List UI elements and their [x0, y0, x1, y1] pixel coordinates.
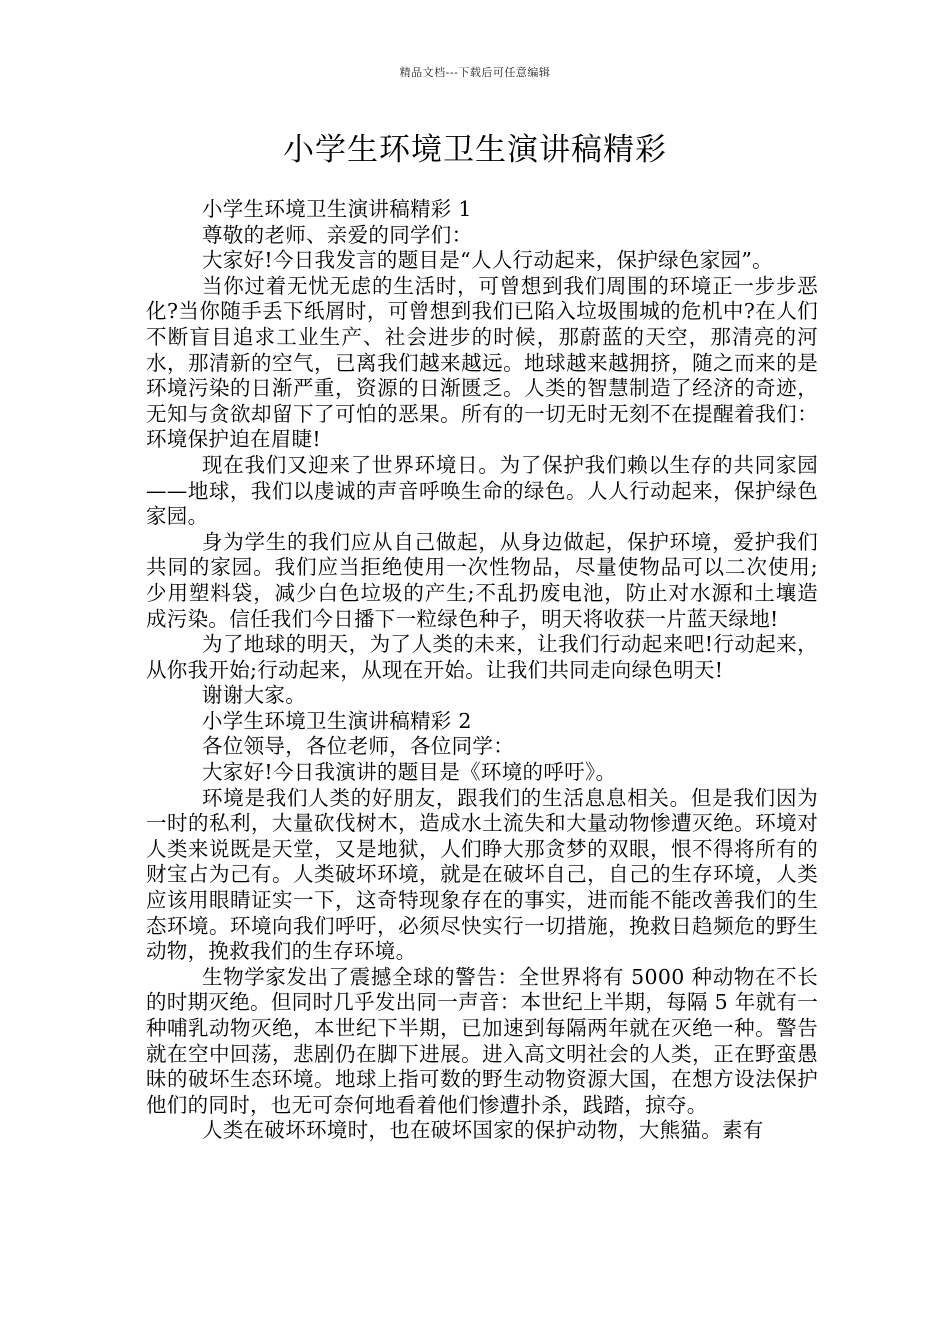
header-note: 精品文档---下载后可任意编辑 — [399, 66, 551, 79]
speech-1-salutation: 尊敬的老师、亲爱的同学们： — [202, 222, 473, 247]
speech-2-paragraph: 环境是我们人类的好朋友，跟我们的生活息息相关。但是我们因为一时的私利，大量砍伐树木，造成水土流失和大量动物惨遭灭绝。环境对人类来说既是天堂，又是地狱，人们睁大那贪梦的双眼，恨不得将所有的财宝占为己有。人类破坏环境，就是在破坏自己，自己的生存环境，人类应该用眼睛证实一下，这奇特现象存在的事实，进而能不能改善我们的生态环境。环境向我们呼吁，必须尽快实行一切措施，挽救日趋频危的野生动物，挽救我们的生存环境。 — [146, 785, 818, 964]
document-title: 小学生环境卫生演讲稿精彩 — [283, 132, 667, 168]
speech-2-paragraph: 人类在破坏环境时，也在破坏国家的保护动物，大熊猫。素有 — [202, 1118, 764, 1143]
speech-2-paragraph: 生物学家发出了震撼全球的警告：全世界将有 5000 种动物在不长的时期灭绝。但同时几乎发出同一声音：本世纪上半期，每隔 5 年就有一种哺乳动物灭绝，本世纪下半期，已加速到每隔两年就在灭绝一种。警告就在空中回荡，悲剧仍在脚下进展。进入高文明社会的人类，正在野蛮愚昧的破坏生态环境。地球上指可数的野生动物资源大国，在想方设法保护他们的同时，也无可奈何地看着他们惨遭扑杀，践踏，掠夺。 — [146, 964, 818, 1117]
speech-1-paragraph: 当你过着无忧无虑的生活时，可曾想到我们周围的环境正一步步恶化?当你随手丢下纸屑时，可曾想到我们已陷入垃圾围城的危机中?在人们不断盲目追求工业生产、社会进步的时候，那蔚蓝的天空，那清亮的河水，那清新的空气，已离我们越来越远。地球越来越拥挤，随之而来的是环境污染的日渐严重，资源的日渐匮乏。人类的智慧制造了经济的奇迹，无知与贪欲却留下了可怕的恶果。所有的一切无时无刻不在提醒着我们：环境保护迫在眉睫! — [146, 273, 818, 452]
speech-2-salutation: 各位领导，各位老师，各位同学： — [202, 734, 514, 759]
speech-1-closing: 谢谢大家。 — [202, 683, 306, 708]
speech-2-heading: 小学生环境卫生演讲稿精彩 2 — [202, 708, 472, 733]
speech-1-heading: 小学生环境卫生演讲稿精彩 1 — [202, 197, 472, 221]
speech-1-paragraph: 为了地球的明天，为了人类的未来，让我们行动起来吧!行动起来，从你我开始;行动起来，从现在开始。让我们共同走向绿色明天! — [146, 632, 818, 682]
speech-2-opening: 大家好!今日我演讲的题目是《环境的呼吁》。 — [202, 760, 617, 785]
document-body — [146, 197, 818, 1144]
speech-1-paragraph: 身为学生的我们应从自己做起，从身边做起，保护环境，爱护我们共同的家园。我们应当拒绝使用一次性物品，尽量使物品可以二次使用;少用塑料袋，减少白色垃圾的产生;不乱扔废电池，防止对水源和土壤造成污染。信任我们今日播下一粒绿色种子，明天将收获一片蓝天绿地! — [146, 529, 818, 631]
speech-1-opening: 大家好!今日我发言的题目是“人人行动起来，保护绿色家园”。 — [202, 248, 773, 273]
speech-1-paragraph: 现在我们又迎来了世界环境日。为了保护我们赖以生存的共同家园——地球，我们以虔诚的声音呼唤生命的绿色。人人行动起来，保护绿色家园。 — [146, 452, 818, 529]
